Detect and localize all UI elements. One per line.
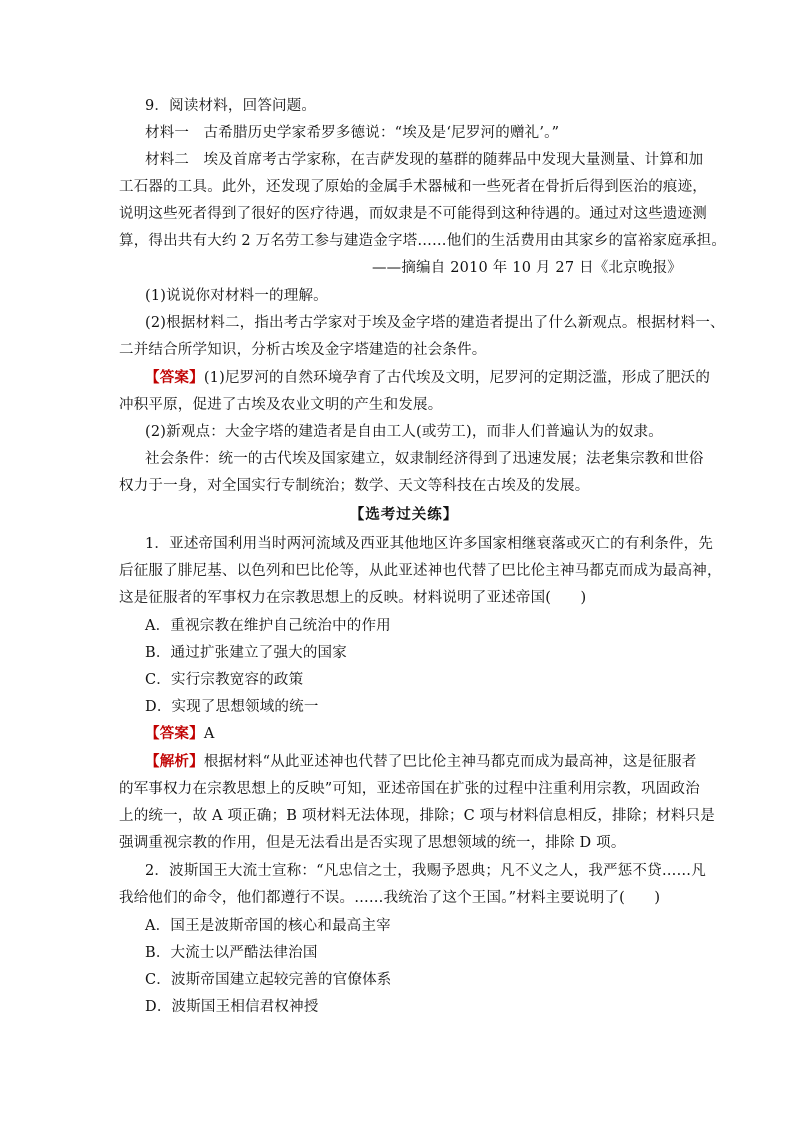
q9-sub-question-2-line1: (2)根据材料二，指出考古学家对于埃及金字塔的建造者提出了什么新观点。根据材料一、 [145,315,725,331]
q9-title: 9．阅读材料，回答问题。 [145,98,317,114]
material-one-text: 古希腊历史学家希罗多德说：“埃及是‘尼罗河的赠礼’。” [203,125,560,141]
answer-tag: 【答案】 [145,369,204,386]
analysis-tag: 【解析】 [145,753,204,770]
q9-answer-conditions-line1: 社会条件：统一的古代埃及国家建立，奴隶制经济得到了迅速发展；法老集宗教和世俗 [145,451,704,467]
material-one-label: 材料一 [145,125,190,141]
q9-material-two-line4: 算，得出共有大约 2 万名劳工参与建造金字塔……他们的生活费用由其家乡的富裕家庭承担。 [119,233,727,249]
q9-answer-new-view: (2)新观点：大金字塔的建造者是自由工人(或劳工)，而非人们普遍认为的奴隶。 [145,424,663,440]
material-two-label: 材料二 [145,152,190,168]
q1-analysis-line1: 【解析】根据材料“从此亚述神也代替了巴比伦主神马都克而成为最高神，这是征服者 [145,753,697,770]
q2-option-b: B．大流士以严酷法律治国 [145,945,318,961]
q1-analysis-line3: 上的统一，故 A 项正确；B 项材料无法体现，排除；C 项与材料信息相反，排除；材料只是 [119,808,715,824]
q9-material-two-line2: 工石器的工具。此外，还发现了原始的金属手术器械和一些死者在骨折后得到医治的痕迹， [119,179,707,195]
q1-analysis-line2: 的军事权力在宗教思想上的反映”可知，亚述帝国在扩张的过程中注重利用宗教，巩固政治 [119,781,700,797]
q9-material-one [145,123,689,143]
q1-option-c: C．实行宗教宽容的政策 [145,672,304,688]
q9-source: ——摘编自 2010 年 10 月 27 日《北京晚报》 [371,260,682,276]
q9-sub-question-2-line2: 二并结合所学知识，分析古埃及金字塔建造的社会条件。 [119,342,487,358]
q9-answer-conditions-line2: 权力于一身，对全国实行专制统治；数学、天文等科技在古埃及的发展。 [119,478,590,494]
q2-stem-line2: 我给他们的命令，他们都遵行不误。……我统治了这个王国。”材料主要说明了( ) [119,890,661,906]
q1-option-b: B．通过扩张建立了强大的国家 [145,645,347,661]
q1-stem-line1: 1．亚述帝国利用当时两河流域及西亚其他地区许多国家相继衰落或灭亡的有利条件，先 [145,536,714,552]
q2-option-d: D．波斯国王相信君权神授 [145,999,319,1015]
answer-value: A [203,726,215,742]
q1-stem-line2: 后征服了腓尼基、以色列和巴比伦等，从此亚述神也代替了巴比伦主神马都克而成为最高神， [119,563,722,579]
q9-sub-question-1: (1)说说你对材料一的理解。 [145,288,328,304]
q1-answer [145,724,689,744]
q9-material-two-line1: 材料二 埃及首席考古学家称，在吉萨发现的墓群的随葬品中发现大量测量、计算和加 [145,152,704,168]
q2-stem-line1: 2．波斯国王大流士宣称：“凡忠信之士，我赐予恩典；凡不义之人，我严惩不贷……凡 [145,863,706,879]
q2-option-c: C．波斯帝国建立起较完善的官僚体系 [145,972,392,988]
q9-answer-line2: 冲积平原，促进了古埃及农业文明的产生和发展。 [119,397,443,413]
q1-stem-line3: 这是征服者的军事权力在宗教思想上的反映。材料说明了亚述帝国( ) [119,590,587,606]
q1-analysis-line4: 强调重视宗教的作用，但是无法看出是否实现了思想领域的统一，排除 D 项。 [119,835,626,851]
q2-option-a: A．国王是波斯帝国的核心和最高主宰 [145,918,391,934]
q9-material-two-line3: 说明这些死者得到了很好的医疗待遇，而奴隶是不可能得到这种待遇的。通过对这些遗迹测 [119,206,707,222]
section-title: 【选考过关练】 [349,506,459,523]
q9-answer-line1: 【答案】(1)尼罗河的自然环境孕育了古代埃及文明，尼罗河的定期泛滥，形成了肥沃的 [145,369,711,386]
answer-tag: 【答案】 [145,725,204,742]
q1-option-a: A．重视宗教在维护自己统治中的作用 [145,618,391,634]
q1-option-d: D．实现了思想领域的统一 [145,699,319,715]
